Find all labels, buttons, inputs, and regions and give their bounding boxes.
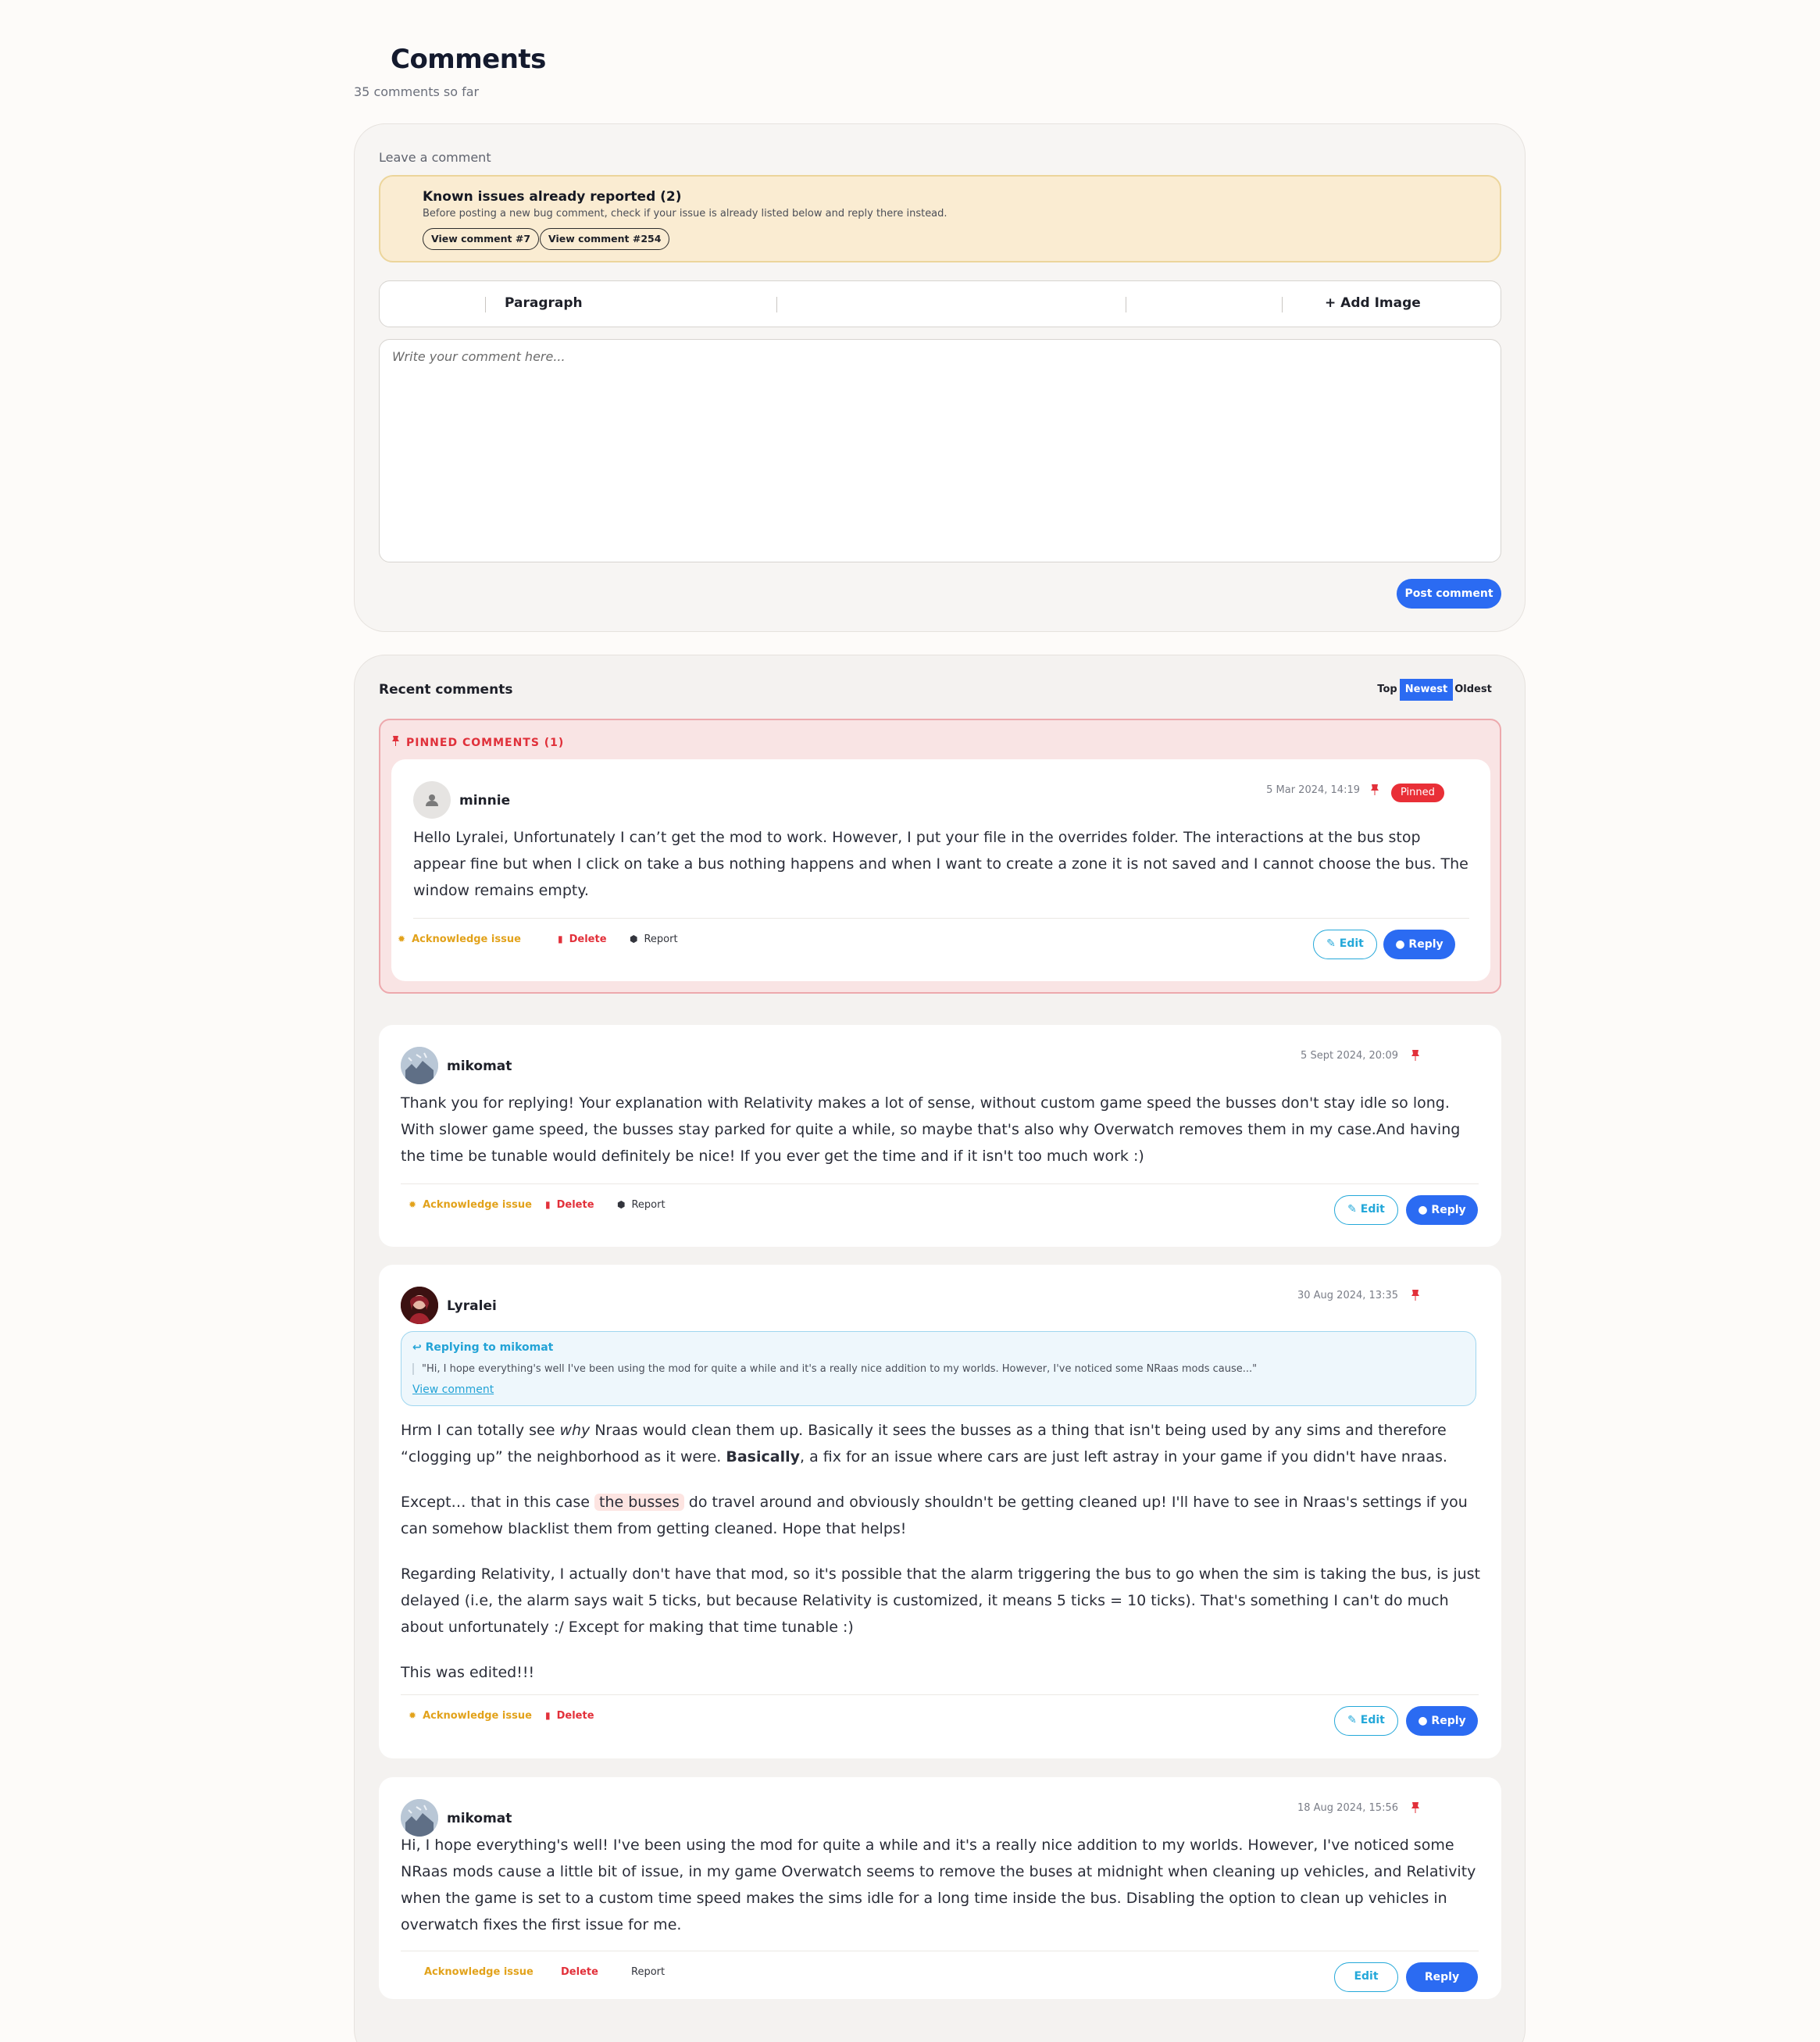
chat-bubble-icon: ● xyxy=(1418,1715,1432,1727)
replying-to-text: Replying to mikomat xyxy=(425,1341,554,1354)
acknowledge-label: Acknowledge issue xyxy=(423,1199,532,1211)
text-run: do travel around and obviously shouldn't be getting cleaned up! I'll have to see in Nraas's settings if you can somehow blacklist them from getting cleaned. Hope that helps! xyxy=(401,1494,1468,1537)
edit-button[interactable] xyxy=(1334,1706,1398,1736)
comment-paragraph: This was edited!!! xyxy=(401,1664,535,1681)
reply-button[interactable] xyxy=(1406,1706,1478,1736)
text-run: Nraas would clean them up. Basically it sees the busses as a thing that isn't being used by any sims and therefore “clogging up” the neighborhood as it were. xyxy=(401,1422,1447,1465)
text-strong: Basically xyxy=(726,1448,800,1465)
edit-button[interactable] xyxy=(1334,1195,1398,1225)
report-label: Report xyxy=(631,1199,666,1211)
comment-username[interactable]: mikomat xyxy=(447,1058,512,1074)
chat-bubble-icon: ● xyxy=(1395,938,1409,951)
report-button[interactable] xyxy=(630,934,678,945)
comment-username[interactable]: Lyralei xyxy=(447,1298,497,1314)
view-comment-link[interactable]: View comment xyxy=(412,1383,494,1396)
text-run: Except… that in this case xyxy=(401,1494,595,1511)
avatar xyxy=(413,781,451,819)
edit-label: Edit xyxy=(1339,937,1364,950)
delete-button[interactable] xyxy=(545,1710,594,1722)
comment-body xyxy=(401,1417,1486,1705)
pinned-badge: Pinned xyxy=(1391,784,1444,802)
comment-timestamp: 30 Aug 2024, 13:35 xyxy=(1297,1290,1398,1301)
delete-label: Delete xyxy=(556,1199,594,1211)
acknowledge-label: Acknowledge issue xyxy=(424,1966,534,1978)
leave-comment-card xyxy=(354,123,1526,632)
comment-username[interactable]: minnie xyxy=(459,793,511,809)
comment-card xyxy=(379,1025,1501,1247)
avatar xyxy=(401,1287,438,1324)
reply-arrow-icon: ↩ xyxy=(412,1341,426,1354)
edit-label: Edit xyxy=(1360,1203,1385,1216)
comment-divider xyxy=(413,918,1469,919)
pin-icon xyxy=(391,735,400,749)
recent-comments-card xyxy=(354,655,1526,2042)
comment-divider xyxy=(401,1183,1479,1184)
avatar xyxy=(401,1047,438,1084)
reply-button[interactable] xyxy=(1406,1962,1478,1992)
pencil-icon: ✎ xyxy=(1326,937,1340,950)
sort-oldest-tab[interactable]: Oldest xyxy=(1454,684,1492,695)
acknowledge-label: Acknowledge issue xyxy=(423,1710,532,1722)
known-issues-description: Before posting a new bug comment, check if your issue is already listed below and reply there instead. xyxy=(423,208,947,220)
edit-label: Edit xyxy=(1360,1714,1385,1726)
comment-textarea[interactable] xyxy=(379,339,1501,562)
report-label: Report xyxy=(644,934,678,945)
comment-paragraph: Regarding Relativity, I actually don't have that mod, so it's possible that the alarm triggering the bus to go when the sim is taking the bus, is just delayed (i.e, the alarm says wait 5 ticks, but because Relativity is customized, it means 5 ticks = 10 ticks). That's something I can't do much about unfortunately :/ Except for making that time tunable :) xyxy=(401,1565,1481,1636)
sort-top-tab[interactable]: Top xyxy=(1377,684,1397,695)
bulb-icon: ✹ xyxy=(398,934,406,944)
page-title: Comments xyxy=(391,44,546,75)
toolbar-divider xyxy=(485,297,486,312)
delete-label: Delete xyxy=(556,1710,594,1722)
comment-divider xyxy=(401,1694,1479,1695)
replying-to-label xyxy=(412,1341,553,1354)
text-highlight: the busses xyxy=(594,1494,684,1511)
bulb-icon: ✹ xyxy=(409,1710,417,1721)
text-run: , a fix for an issue where cars are just left astray in your game if you didn't have nraas. xyxy=(799,1448,1447,1465)
paragraph-style-select[interactable]: Paragraph xyxy=(505,295,583,311)
toolbar-divider xyxy=(1282,297,1283,312)
pin-icon[interactable] xyxy=(1410,1801,1421,1815)
recent-comments-label: Recent comments xyxy=(379,682,513,698)
reply-label: Reply xyxy=(1431,1204,1466,1216)
shield-icon: ⬢ xyxy=(630,934,638,944)
report-button[interactable] xyxy=(617,1199,666,1211)
leave-comment-label: Leave a comment xyxy=(379,150,491,165)
comment-paragraph xyxy=(401,1489,1486,1542)
comment-paragraph xyxy=(401,1417,1486,1470)
chat-bubble-icon: ● xyxy=(1418,1204,1432,1216)
comment-card xyxy=(391,759,1490,981)
pin-icon[interactable] xyxy=(1410,1048,1421,1062)
view-comment-254-button[interactable]: View comment #254 xyxy=(540,228,669,250)
acknowledge-issue-button[interactable] xyxy=(409,1199,532,1211)
reply-quote-box xyxy=(401,1331,1476,1406)
toolbar-divider xyxy=(776,297,777,312)
trash-icon: ▮ xyxy=(545,1710,551,1721)
comment-body: Thank you for replying! Your explanation with Relativity makes a lot of sense, without custom game speed the busses don't stay idle so long. With slower game speed, the busses stay parked for quite a while, so maybe that's also why Overwatch removes them in my case.And having the time be tunable would definitely be nice! If you ever get the time and if it isn't too much work :) xyxy=(401,1094,1461,1165)
shield-icon: ⬢ xyxy=(617,1199,626,1210)
comment-username[interactable]: mikomat xyxy=(447,1811,512,1826)
edit-button[interactable] xyxy=(1313,930,1377,959)
delete-button[interactable] xyxy=(561,1966,598,1978)
delete-label: Delete xyxy=(561,1966,598,1978)
acknowledge-label: Acknowledge issue xyxy=(412,934,521,945)
comment-card xyxy=(379,1777,1501,1999)
comment-timestamp: 5 Sept 2024, 20:09 xyxy=(1301,1050,1398,1062)
edit-button[interactable] xyxy=(1334,1962,1398,1992)
delete-button[interactable] xyxy=(545,1199,594,1211)
known-issues-title: Known issues already reported (2) xyxy=(423,189,682,205)
text-run: Hrm I can totally see xyxy=(401,1422,560,1439)
comment-body: Hi, I hope everything's well! I've been using the mod for quite a while and it's a really nice addition to my worlds. However, I've noticed some NRaas mods cause a little bit of issue, in my game Overwatch seems to remove the buses at midnight when cleaning up vehicles, and Relativity when the game is set to a custom time speed makes the sims idle for a long time inside the bus. Disabling the option to clean up vehicles in overwatch fixes the first issue for me. xyxy=(401,1837,1476,1933)
report-label: Report xyxy=(631,1966,666,1978)
bulb-icon: ✹ xyxy=(409,1199,417,1210)
editor-toolbar xyxy=(379,280,1501,327)
text-emphasis: why xyxy=(559,1422,591,1439)
delete-button[interactable] xyxy=(558,934,607,945)
edit-label: Edit xyxy=(1354,1970,1379,1983)
pin-icon[interactable] xyxy=(1369,783,1380,797)
pencil-icon: ✎ xyxy=(1347,1714,1361,1726)
view-comment-7-button[interactable]: View comment #7 xyxy=(423,228,539,250)
sort-newest-tab[interactable]: Newest xyxy=(1400,679,1453,701)
reply-button[interactable] xyxy=(1383,930,1455,959)
trash-icon: ▮ xyxy=(558,934,563,944)
known-issues-banner xyxy=(379,175,1501,262)
reply-label: Reply xyxy=(1408,938,1444,951)
avatar xyxy=(401,1799,438,1837)
reply-label: Reply xyxy=(1431,1715,1466,1727)
comment-count: 35 comments so far xyxy=(354,84,480,99)
pencil-icon: ✎ xyxy=(1347,1203,1361,1216)
post-comment-button[interactable]: Post comment xyxy=(1397,579,1501,609)
comment-card xyxy=(379,1265,1501,1758)
comment-timestamp: 18 Aug 2024, 15:56 xyxy=(1297,1802,1398,1814)
delete-label: Delete xyxy=(569,934,607,945)
pinned-comments-header xyxy=(391,735,564,749)
add-image-button[interactable]: + Add Image xyxy=(1325,295,1421,311)
comment-timestamp: 5 Mar 2024, 14:19 xyxy=(1266,784,1360,796)
reply-button[interactable] xyxy=(1406,1195,1478,1225)
quoted-text: "Hi, I hope everything's well I've been using the mod for quite a while and it's a really nice addition to my worlds. However, I've noticed some NRaas mods cause..." xyxy=(412,1363,1257,1375)
report-button[interactable] xyxy=(631,1966,665,1978)
acknowledge-issue-button[interactable] xyxy=(424,1966,534,1978)
trash-icon: ▮ xyxy=(545,1199,551,1210)
pinned-comments-section xyxy=(379,719,1501,994)
acknowledge-issue-button[interactable] xyxy=(409,1710,532,1722)
reply-label: Reply xyxy=(1424,1971,1460,1983)
comment-placeholder: Write your comment here... xyxy=(392,349,566,364)
comment-body: Hello Lyralei, Unfortunately I can’t get the mod to work. However, I put your file in the overrides folder. The interactions at the bus stop appear fine but when I click on take a bus nothing happens and when I want to create a zone it is not saved and I cannot choose the bus. The window remains empty. xyxy=(413,829,1468,899)
pinned-comments-title: PINNED COMMENTS (1) xyxy=(406,737,565,749)
acknowledge-issue-button[interactable] xyxy=(398,934,521,945)
pin-icon[interactable] xyxy=(1410,1288,1421,1302)
